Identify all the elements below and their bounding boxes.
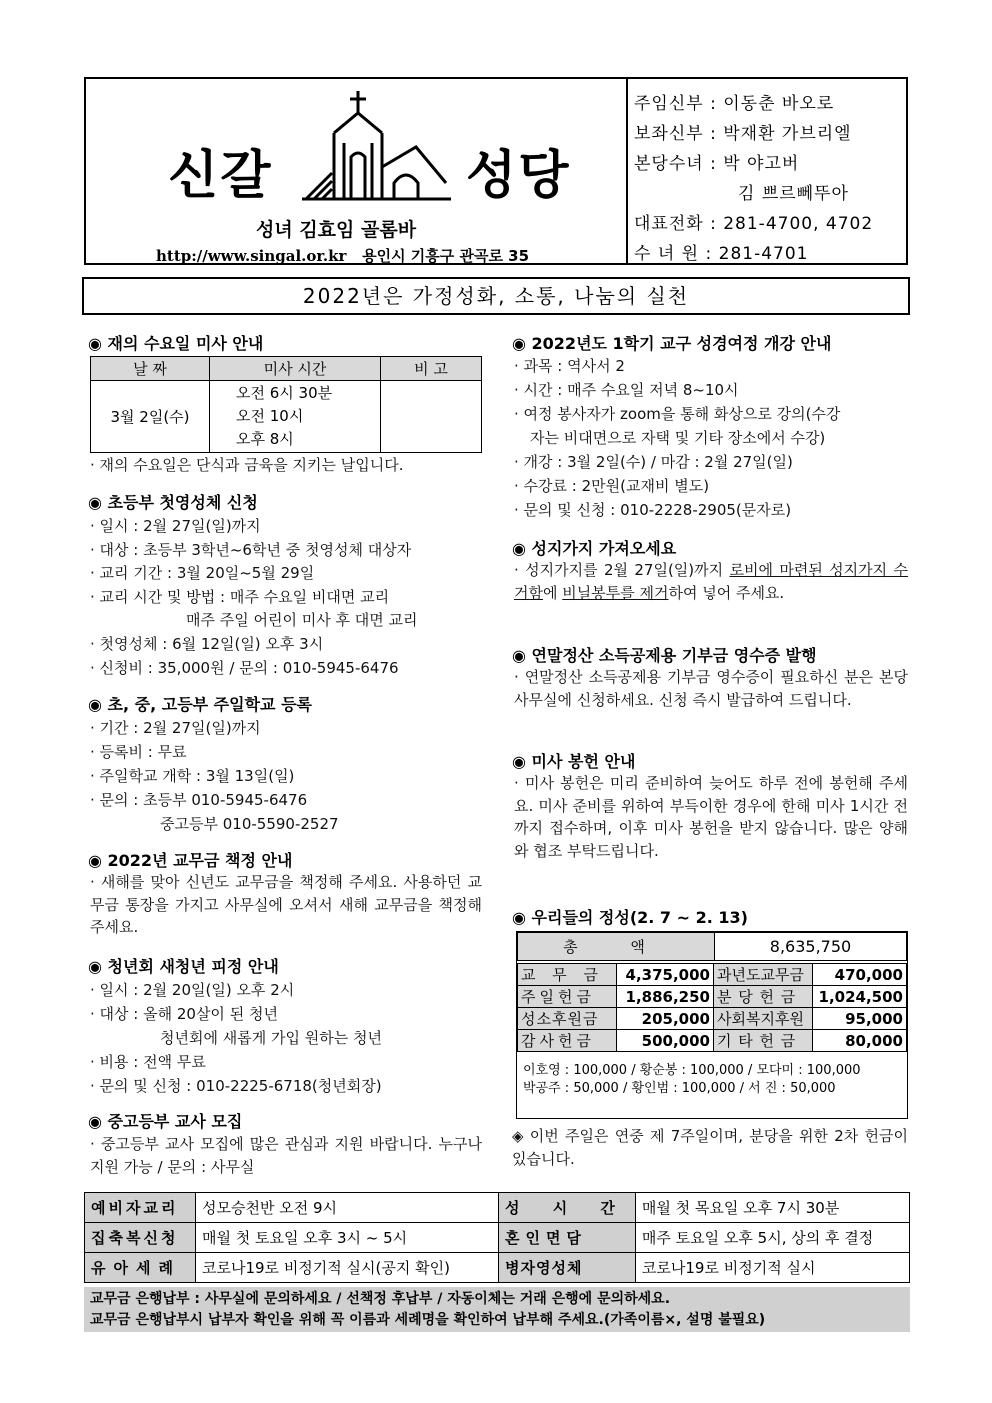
ash-wednesday-table <box>90 356 482 453</box>
cell: 주일헌금 <box>518 986 617 1008</box>
teachers-heading: ◉ 중고등부 교사 모집 <box>88 1112 243 1131</box>
staff-row <box>634 89 873 119</box>
staff-list <box>634 89 873 269</box>
youth-list <box>90 978 382 1098</box>
address-text: 용인시 기흥구 관곡로 35 <box>362 247 530 265</box>
staff-name: 박재환 가브리엘 <box>723 124 852 144</box>
list-item: · 대상 : 초등부 3학년~6학년 중 첫영성체 대상자 <box>90 540 412 559</box>
masthead-title-area <box>86 79 628 263</box>
bank-line: 교무금 은행납부 : 사무실에 문의하세요 / 선책정 후납부 / 자동이체는 거래 은행에 문의하세요. <box>90 1291 671 1307</box>
palm-text-2: 에 <box>542 583 563 602</box>
staff-row <box>634 239 873 269</box>
list-item: · 시간 : 매주 수요일 저녁 8~10시 <box>514 381 739 399</box>
cell: 500,000 <box>617 1030 714 1052</box>
cell: 병자영성체 <box>499 1253 636 1283</box>
list-item: · 여정 봉사자가 zoom을 통해 화상으로 강의(수강 <box>514 405 841 423</box>
cell: 기 타 헌 금 <box>714 1030 813 1052</box>
list-item: · 일시 : 2월 27일(일)까지 <box>90 517 261 535</box>
total-value: 8,635,750 <box>715 933 907 961</box>
staff-name: 이동춘 바오로 <box>723 94 835 114</box>
mass-times <box>210 381 381 453</box>
schedule-table <box>84 1192 910 1283</box>
staff-role: 수 녀 원 : <box>634 244 713 264</box>
list-item: · 등록비 : 무료 <box>90 743 187 761</box>
cell: 성모승천반 오전 9시 <box>196 1193 499 1223</box>
list-item: 중고등부 010-5590-2527 <box>160 815 339 833</box>
staff-name: 김 쁘르뻬뚜아 <box>738 184 849 204</box>
list-item: · 일시 : 2월 20일(일) 오후 2시 <box>90 981 295 999</box>
list-item: · 문의 및 신청 : 010-2228-2905(문자로) <box>514 501 792 519</box>
cell: 205,000 <box>617 1008 714 1030</box>
staff-row <box>634 209 873 239</box>
staff-name: 281-4701 <box>718 244 809 264</box>
cell: 매월 첫 목요일 오후 7시 30분 <box>635 1193 909 1223</box>
staff-row <box>634 149 873 179</box>
sunday-school-list <box>90 716 339 836</box>
cell: 성소후원금 <box>518 1008 617 1030</box>
list-item: 청년회에 새롭게 가입 원하는 청년 <box>160 1029 382 1047</box>
patron-saint: 성녀 김효임 골롬바 <box>256 219 417 241</box>
palm-text <box>514 559 908 604</box>
cell: 1,024,500 <box>813 986 907 1008</box>
palm-underline-2: 비닐봉투를 제거 <box>562 583 669 602</box>
staff-row <box>634 179 873 209</box>
list-item: · 교리 시간 및 방법 : 매주 수요일 비대면 교리 <box>90 587 390 606</box>
staff-name: 281-4700, 4702 <box>723 214 874 234</box>
donor-line: 박공주 : 50,000 / 황인범 : 100,000 / 서 진 : 50,000 <box>523 1081 836 1096</box>
cell: 분 당 헌 금 <box>714 986 813 1008</box>
cell: 성 시 간 <box>499 1193 636 1223</box>
list-item: 매주 주일 어린이 미사 후 대면 교리 <box>186 611 418 630</box>
url-text[interactable]: http://www.singal.or.kr <box>156 247 347 265</box>
church-icon <box>296 87 456 207</box>
mass-time: 오전 6시 30분 <box>236 384 333 402</box>
list-item: · 과목 : 역사서 2 <box>514 357 625 375</box>
bible-heading: ◉ 2022년도 1학기 교구 성경여정 개강 안내 <box>512 334 832 353</box>
staff-name: 박 야고버 <box>723 154 800 174</box>
cell: 유아세례 <box>85 1253 196 1283</box>
donor-line: 이호영 : 100,000 / 황순봉 : 100,000 / 모다미 : 100,000 <box>523 1063 861 1078</box>
tax-text: · 연말정산 소득공제용 기부금 영수증이 필요하신 분은 본당사무실에 신청하세요. 신청 즉시 발급하여 드립니다. <box>514 668 908 709</box>
cell: 80,000 <box>813 1030 907 1052</box>
list-item: · 주일학교 개학 : 3월 13일(일) <box>90 767 295 785</box>
bank-line: 교무금 은행납부시 납부자 확인을 위해 꼭 이름과 세례명을 확인하여 납부해 주세요.(가족이름×, 설명 불필요) <box>90 1312 766 1328</box>
ash-note: · 재의 수요일은 단식과 금육을 지키는 날입니다. <box>90 456 404 474</box>
bank-payment-notice <box>84 1287 910 1332</box>
table-row <box>518 964 907 986</box>
staff-row <box>634 119 873 149</box>
communion-heading: ◉ 초등부 첫영성체 신청 <box>88 493 258 512</box>
list-item: · 대상 : 올해 20살이 된 청년 <box>90 1005 278 1023</box>
staff-role: 대표전화 : <box>634 214 717 234</box>
masthead <box>84 77 908 265</box>
cell: 예비자교리 <box>85 1193 196 1223</box>
col-note: 비 고 <box>381 357 482 381</box>
table-row <box>85 1223 910 1253</box>
dues-text: · 새해를 맞아 신년도 교무금을 책정해 주세요. 사용하던 교무금 통장을 가지고 사무실에 오셔서 새해 교무금을 책정해 주세요. <box>90 873 482 936</box>
tax-heading: ◉ 연말정산 소득공제용 기부금 영수증 발행 <box>512 646 817 665</box>
cell: 매월 첫 토요일 오후 3시 ~ 5시 <box>196 1223 499 1253</box>
cell: 혼인면담 <box>499 1223 636 1253</box>
table-row <box>518 1008 907 1030</box>
title-left: 신갈 <box>168 146 273 206</box>
cell: 95,000 <box>813 1008 907 1030</box>
list-item: · 기간 : 2월 27일(일)까지 <box>90 719 261 737</box>
cell: 감사헌금 <box>518 1030 617 1052</box>
dues-heading: ◉ 2022년 교무금 책정 안내 <box>88 851 293 870</box>
donations-box <box>516 931 908 1119</box>
mass-date: 3월 2일(수) <box>91 381 210 453</box>
table-row <box>518 986 907 1008</box>
cell: 코로나19로 비정기적 실시(공지 확인) <box>196 1253 499 1283</box>
youth-heading: ◉ 청년회 새청년 피정 안내 <box>88 957 279 976</box>
cell: 코로나19로 비정기적 실시 <box>635 1253 909 1283</box>
mass-time: 오후 8시 <box>236 430 294 448</box>
list-item: · 수강료 : 2만원(교재비 별도) <box>514 477 710 495</box>
yearly-theme: 2022년은 가정성화, 소통, 나눔의 실천 <box>82 277 910 315</box>
offering-heading: ◉ 미사 봉헌 안내 <box>512 752 636 771</box>
cell: 사회복지후원 <box>714 1008 813 1030</box>
palm-text-1: · 성지가지를 2월 27일(일)까지 <box>514 561 730 579</box>
cell: 1,886,250 <box>617 986 714 1008</box>
website-url[interactable] <box>156 245 529 266</box>
list-item: 자는 비대면으로 자택 및 기타 장소에서 수강) <box>530 429 826 447</box>
table-row <box>85 1193 910 1223</box>
list-item: · 신청비 : 35,000원 / 문의 : 010-5945-6476 <box>90 658 399 677</box>
sunday-school-heading: ◉ 초, 중, 고등부 주일학교 등록 <box>88 695 312 714</box>
ash-wednesday-heading: ◉ 재의 수요일 미사 안내 <box>88 334 264 353</box>
communion-list <box>90 515 417 680</box>
palm-underline-1: 로비에 마련된 성지가지 수거함 <box>514 561 909 602</box>
cell: 집축복신청 <box>85 1223 196 1253</box>
teachers-text: · 중고등부 교사 모집에 많은 관심과 지원 바랍니다. 누구나 지원 가능 / 문의 : 사무실 <box>90 1135 482 1176</box>
donations-table <box>517 932 907 961</box>
staff-role: 주임신부 : <box>634 94 717 114</box>
cell: 과년도교무금 <box>714 964 813 986</box>
staff-role: 보좌신부 : <box>634 124 717 144</box>
mass-time: 오전 10시 <box>236 407 304 425</box>
mass-note-cell <box>381 381 482 453</box>
col-time: 미사 시간 <box>210 357 381 381</box>
cell: 교 무 금 <box>518 964 617 986</box>
total-label: 총 액 <box>518 933 715 961</box>
donor-list <box>517 1052 907 1098</box>
staff-role: 본당수녀 : <box>634 154 717 174</box>
palm-text-3: 하여 넣어 주세요. <box>668 583 785 602</box>
list-item: · 교리 기간 : 3월 20일~5월 29일 <box>90 564 315 583</box>
donations-breakdown <box>517 963 907 1052</box>
second-collection-notice: ◈ 이번 주일은 연중 제 7주일이며, 분당을 위한 2차 헌금이 있습니다. <box>512 1127 908 1168</box>
donations-heading: ◉ 우리들의 정성(2. 7 ~ 2. 13) <box>512 908 748 927</box>
offering-text: · 미사 봉헌은 미리 준비하여 늦어도 하루 전에 봉헌해 주세요. 미사 준비를 위하여 부득이한 경우에 한해 미사 1시간 전까지 접수하며, 이후 미사 봉헌을 받지 않습니다. 많은 양해와 협조 부탁드립니다. <box>514 774 908 860</box>
cell: 4,375,000 <box>617 964 714 986</box>
list-item: · 문의 및 신청 : 010-2225-6718(청년회장) <box>90 1077 382 1095</box>
list-item: · 문의 : 초등부 010-5945-6476 <box>90 791 308 809</box>
cell: 매주 토요일 오후 5시, 상의 후 결정 <box>635 1223 909 1253</box>
list-item: · 첫영성체 : 6월 12일(일) 오후 3시 <box>90 634 324 653</box>
table-row <box>518 1030 907 1052</box>
bible-list <box>514 354 840 522</box>
list-item: · 비용 : 전액 무료 <box>90 1053 206 1071</box>
col-date: 날 짜 <box>91 357 210 381</box>
table-row <box>85 1253 910 1283</box>
cell: 470,000 <box>813 964 907 986</box>
palm-heading: ◉ 성지가지 가져오세요 <box>512 539 677 558</box>
title-right: 성당 <box>466 146 571 206</box>
list-item: · 개강 : 3월 2일(수) / 마감 : 2월 27일(일) <box>514 453 793 471</box>
